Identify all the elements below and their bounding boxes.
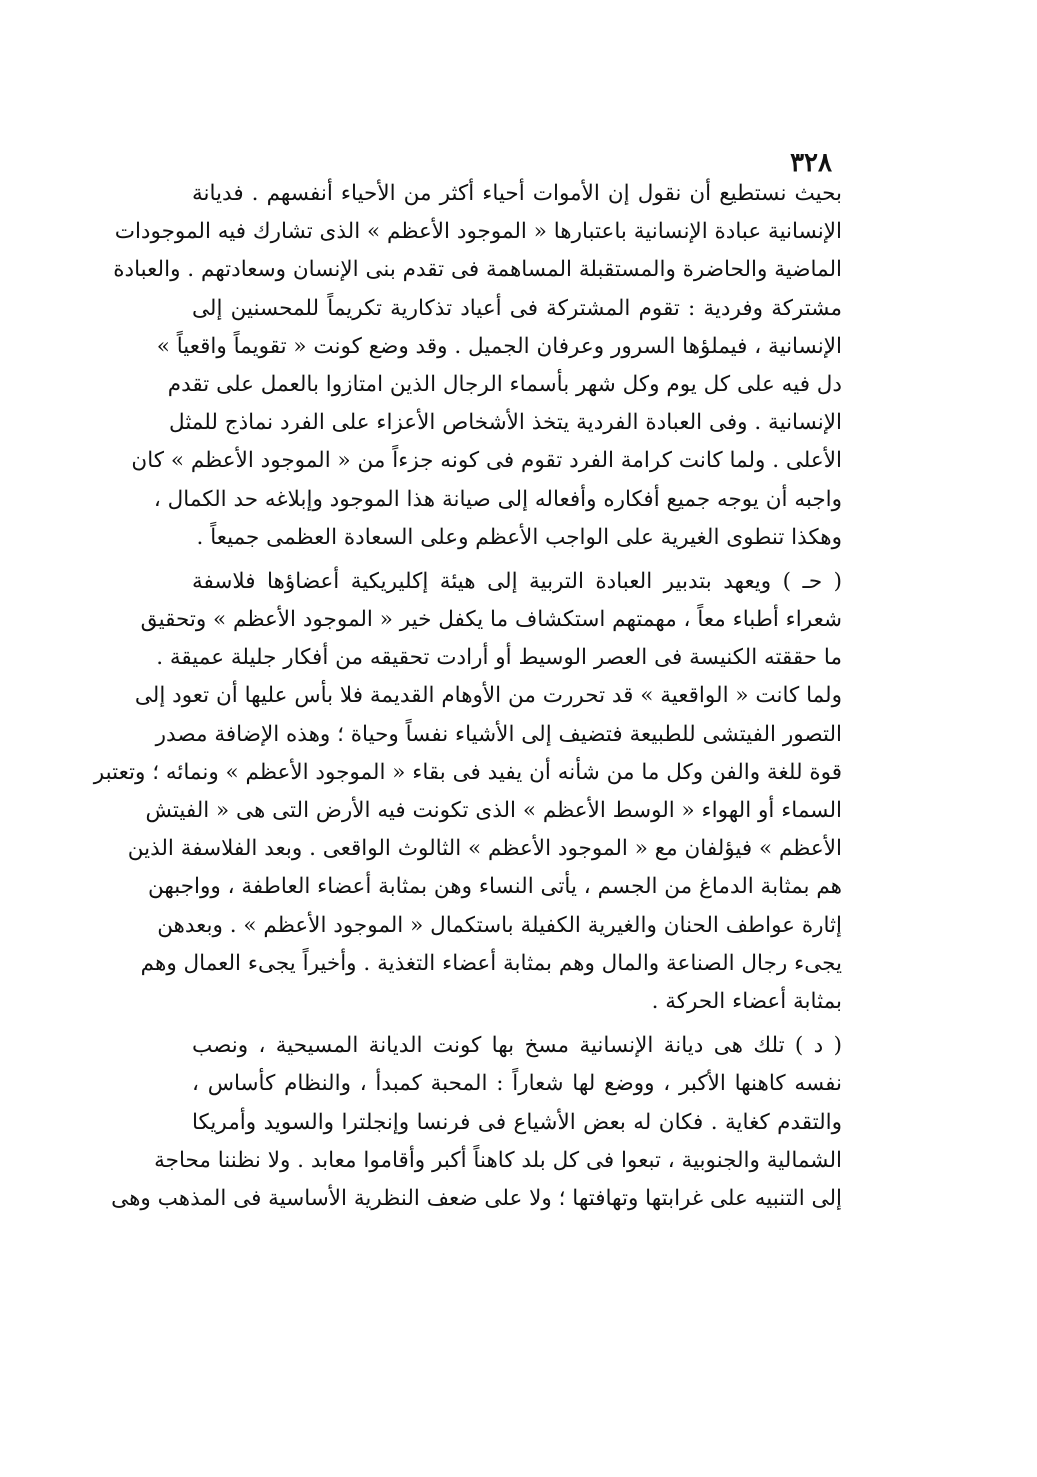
body-text <box>93 175 842 1218</box>
text-line: قوة للغة والفن وكل ما من شأنه أن يفيد فى بقاء « الموجود الأعظم » ونمائه ؛ وتعتبر <box>93 759 842 785</box>
page-number: ٣٢٨ <box>790 148 832 178</box>
text-line: والتقدم كغاية . فكان له بعض الأشياع فى فرنسا وإنجلترا والسويد وأمريكا <box>192 1109 842 1135</box>
text-line: بحيث نستطيع أن نقول إن الأموات أحياء أكثر من الأحياء أنفسهم . فديانة <box>192 181 842 206</box>
text-line: الماضية والحاضرة والمستقبلة المساهمة فى تقدم بنى الإنسان وسعادتهم . والعبادة <box>113 257 842 283</box>
paragraph <box>111 1027 842 1218</box>
text-line: ( د ) تلك هى ديانة الإنسانية مسخ بها كونت الديانة المسيحية ، ونصب <box>192 1033 842 1059</box>
text-line: نفسه كاهنها الأكبر ، ووضع لها شعاراً : المحبة كمبدأ ، والنظام كأساس ، <box>192 1071 842 1097</box>
text-line: الإنسانية . وفى العبادة الفردية يتخذ الأشخاص الأعزاء على الفرد نماذج للمثل <box>169 410 842 436</box>
text-line: السماء أو الهواء « الوسط الأعظم » الذى تكونت فيه الأرض التى هى « الفيتش <box>145 798 842 823</box>
text-line: الإنسانية ، فيملؤها السرور وعرفان الجميل . وقد وضع كونت « تقويماً واقعياً » <box>156 333 842 359</box>
text-line: دل فيه على كل يوم وكل شهر بأسماء الرجال الذين امتازوا بالعمل على تقدم <box>167 371 842 397</box>
text-line: شعراء أطباء معاً ، مهمتهم استكشاف ما يكفل خير « الموجود الأعظم » وتحقيق <box>140 607 842 633</box>
paragraph <box>113 175 842 557</box>
text-line: التصور الفيتشى للطبيعة فتضيف إلى الأشياء نفساً وحياة ؛ وهذه الإضافة مصدر <box>155 721 842 747</box>
text-line: إلى التنبيه على غرابتها وتهافتها ؛ ولا على ضعف النظرية الأساسية فى المذهب وهى <box>111 1185 842 1211</box>
text-line: الإنسانية عبادة الإنسانية باعتبارها « الموجود الأعظم » الذى تشارك فيه الموجودات <box>114 219 842 245</box>
text-line: الشمالية والجنوبية ، تبعوا فى كل بلد كاهناً أكبر وأقاموا معابد . ولا نظننا محاجة <box>154 1147 842 1173</box>
text-line: وهكذا تنطوى الغيرية على الواجب الأعظم وعلى السعادة العظمى جميعاً . <box>196 524 842 550</box>
text-line: مشتركة وفردية : تقوم المشتركة فى أعياد تذكارية تكريماً للمحسنين إلى <box>192 295 842 321</box>
text-line: واجبه أن يوجه جميع أفكاره وأفعاله إلى صيانة هذا الموجود وإبلاغه حد الكمال ، <box>153 486 842 512</box>
text-line: الأعظم » فيؤلفان مع « الموجود الأعظم » الثالوث الواقعى . وبعد الفلاسفة الذين <box>127 836 842 862</box>
text-line: هم بمثابة الدماغ من الجسم ، يأتى النساء وهن بمثابة أعضاء العاطفة ، وواجبهن <box>147 874 842 900</box>
text-line: إثارة عواطف الحنان والغيرية الكفيلة باستكمال « الموجود الأعظم » . وبعدهن <box>157 912 842 938</box>
text-line: ( حـ ) ويعهد بتدبير العبادة التربية إلى هيئة إكليريكية أعضاؤها فلاسفة <box>192 568 842 594</box>
text-line: ولما كانت « الواقعية » قد تحررت من الأوهام القديمة فلا بأس عليها أن تعود إلى <box>134 683 842 709</box>
text-line: بمثابة أعضاء الحركة . <box>651 988 842 1014</box>
text-line: الأعلى . ولما كانت كرامة الفرد تقوم فى كونه جزءاً من « الموجود الأعظم » كان <box>131 448 842 474</box>
text-line: ما حققته الكنيسة فى العصر الوسيط أو أرادت تحقيقه من أفكار جليلة عميقة . <box>156 645 842 671</box>
text-line: يجىء رجال الصناعة والمال وهم بمثابة أعضاء التغذية . وأخيراً يجىء العمال وهم <box>140 950 842 976</box>
paragraph <box>93 563 842 1021</box>
